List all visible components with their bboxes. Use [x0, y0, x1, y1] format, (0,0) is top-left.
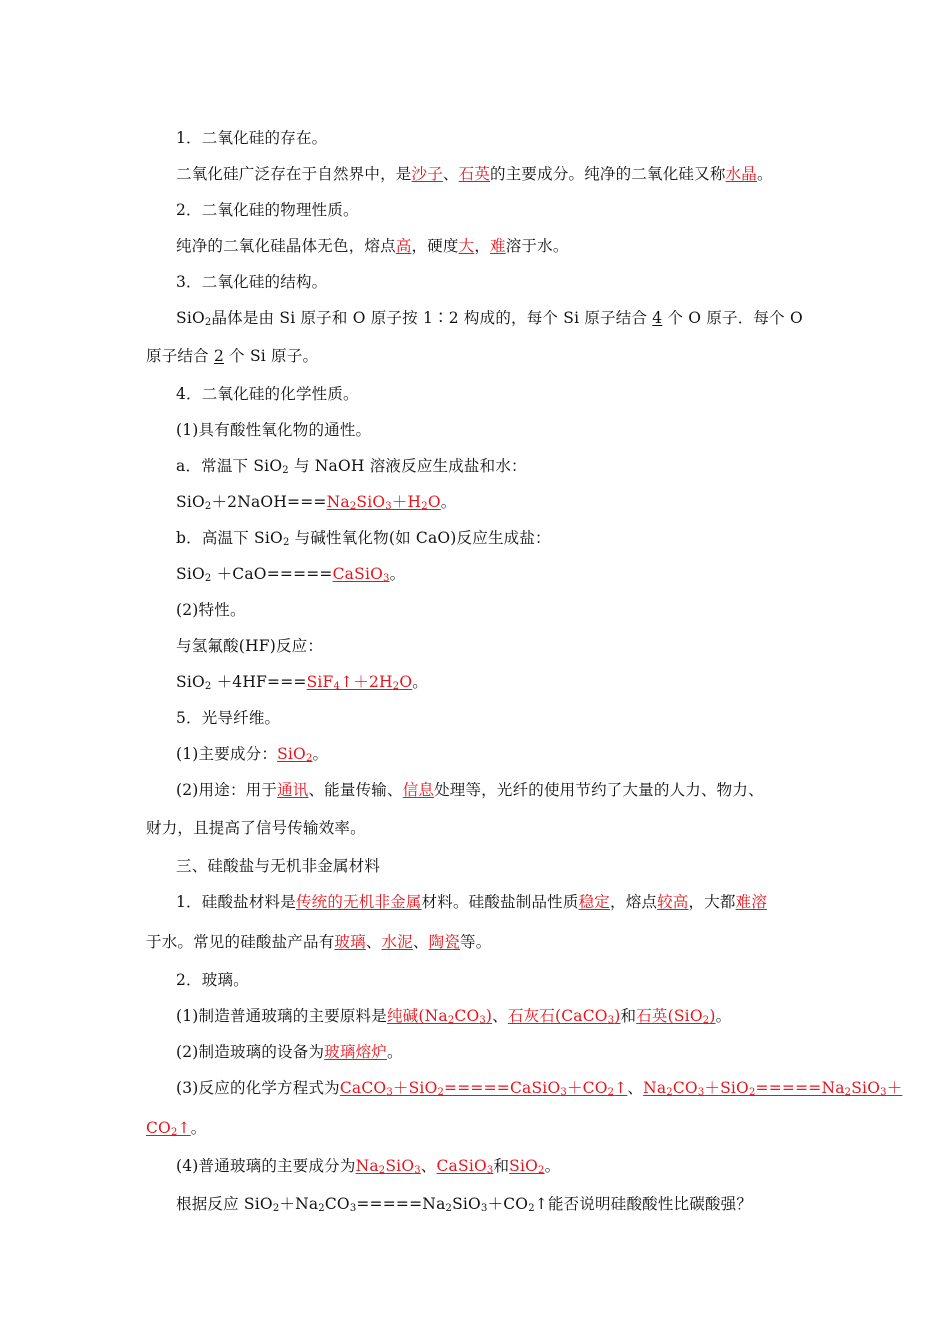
answer-quartz: 石英 [458, 165, 491, 183]
answer-equation-na2co3: $Na_2CO_3+SiO_2=====Na_2SiO_3+$ [643, 1079, 903, 1098]
question-acidity: 根据反应 $SiO_2+Na_2CO_3=====Na_2SiO_3+CO_2↑$能否说明硅酸酸性比碳酸强？ [176, 1195, 753, 1214]
paragraph-physical-properties: 纯净的二氧化硅晶体无色，熔点高，硬度大，难溶于水。 [176, 237, 569, 255]
heading-1-sio2-occurrence: 1．二氧化硅的存在。 [176, 129, 328, 147]
subheading-acidic-oxide: (1)具有酸性氧化物的通性。 [176, 421, 372, 439]
subheading-special: (2)特性。 [176, 601, 246, 619]
answer-large: 大 [458, 237, 475, 255]
equation-hf: $SiO_2 +4HF===SiF_4↑+2H_2O$。 [176, 673, 428, 692]
answer-information: 信息 [402, 781, 435, 799]
item-glass-components: (4)普通玻璃的主要成分为$Na_2SiO_3$、CaSiO$_3$和SiO$_2$。 [176, 1157, 561, 1176]
answer-high: 高 [395, 237, 412, 255]
paragraph-silicate-cont: 于水。常见的硅酸盐产品有玻璃、水泥、陶瓷等。 [146, 933, 492, 951]
item-fiber-use-cont: 财力，且提高了信号传输效率。 [146, 819, 366, 837]
equation-naoh: $SiO_2+2NaOH===Na_2SiO_3+H_2O$。 [176, 493, 457, 512]
heading-3-structure: 3．二氧化硅的结构。 [176, 273, 328, 291]
item-glass-equipment: (2)制造玻璃的设备为玻璃熔炉。 [176, 1043, 403, 1061]
answer-equation-co2: $CO_2↑$ [146, 1119, 191, 1138]
answer-soda-ash: 纯碱$(Na_2CO_3)$ [386, 1007, 493, 1026]
answer-quartz-sio2: 石英(SiO$_2$) [636, 1007, 716, 1026]
answer-2: 2 [213, 347, 224, 365]
answer-sand: 沙子 [411, 165, 443, 183]
item-hf: 与氢氟酸(HF)反应： [176, 637, 324, 655]
paragraph-silicate: 1．硅酸盐材料是传统的无机非金属材料。硅酸盐制品性质稳定，熔点较高，大都难溶 [176, 893, 768, 911]
section-3-silicate: 三、硅酸盐与无机非金属材料 [176, 857, 381, 875]
equation-cao: SiO$_2$ ＋CaO=====CaSiO$_3$。 [176, 565, 406, 584]
answer-communication: 通讯 [277, 781, 309, 799]
item-glass-equations-cont: $CO_2↑$。 [146, 1119, 207, 1138]
answer-sio2-glass: SiO$_2$ [509, 1157, 545, 1176]
item-b-cao: b．高温下 SiO$_2$ 与碱性氧化物(如 CaO)反应生成盐： [176, 529, 551, 548]
answer-sio2: SiO$_2$ [277, 745, 313, 764]
answer-stable: 稳定 [578, 893, 610, 911]
answer-equation-caco3: $CaCO_3+SiO_2=====CaSiO_3+CO_2↑$ [339, 1079, 628, 1098]
answer-glass: 玻璃 [334, 933, 366, 951]
answer-casio3-glass: CaSiO$_3$ [436, 1157, 494, 1176]
answer-casio3: CaSiO$_3$ [332, 565, 390, 584]
paragraph-occurrence: 二氧化硅广泛存在于自然界中，是沙子、石英的主要成分。纯净的二氧化硅又称水晶。 [176, 165, 773, 183]
answer-hard-to-dissolve: 难 [490, 237, 506, 255]
paragraph-structure: SiO$_2$晶体是由 Si 原子和 O 原子按 1∶2 构成的，每个 Si 原子结合 4 个 O 原子．每个 O [176, 309, 803, 328]
answer-naoh-products: $Na_2SiO_3+H_2O$ [326, 493, 441, 512]
answer-4: 4 [652, 309, 663, 327]
answer-higher: 较高 [657, 893, 689, 911]
heading-5-optical-fiber: 5．光导纤维。 [176, 709, 281, 727]
paragraph-structure-cont: 原子结合 2 个 Si 原子。 [146, 347, 319, 365]
answer-insoluble: 难溶 [735, 893, 768, 911]
answer-na2sio3: $Na_2SiO_3$ [355, 1157, 421, 1176]
answer-limestone: 石灰石(CaCO$_3$) [507, 1007, 621, 1026]
item-a-naoh: a．常温下 SiO$_2$ 与 NaOH 溶液反应生成盐和水： [176, 457, 527, 476]
answer-cement: 水泥 [381, 933, 413, 951]
answer-ceramics: 陶瓷 [428, 933, 461, 951]
answer-hf-products: $SiF_4↑+2H_2O$ [306, 673, 413, 692]
answer-crystal: 水晶 [725, 165, 757, 183]
item-fiber-component: (1)主要成分：SiO$_2$。 [176, 745, 329, 764]
item-glass-equations: (3)反应的化学方程式为$CaCO_3+SiO_2=====CaSiO_3+CO_2↑$、$Na_2CO_3+SiO_2=====Na_2SiO_3+$ [176, 1079, 903, 1098]
answer-traditional-material: 传统的无机非金属 [295, 893, 422, 911]
heading-glass: 2．玻璃。 [176, 971, 249, 989]
item-glass-materials: (1)制造普通玻璃的主要原料是纯碱$(Na_2CO_3)$、石灰石(CaCO$_3$)和石英(SiO$_2$)。 [176, 1007, 732, 1026]
item-fiber-use: (2)用途：用于通讯、能量传输、信息处理等，光纤的使用节约了大量的人力、物力、 [176, 781, 764, 799]
heading-2-physical-properties: 2．二氧化硅的物理性质。 [176, 201, 359, 219]
heading-4-chemical-properties: 4．二氧化硅的化学性质。 [176, 385, 359, 403]
answer-glass-furnace: 玻璃熔炉 [324, 1043, 387, 1061]
